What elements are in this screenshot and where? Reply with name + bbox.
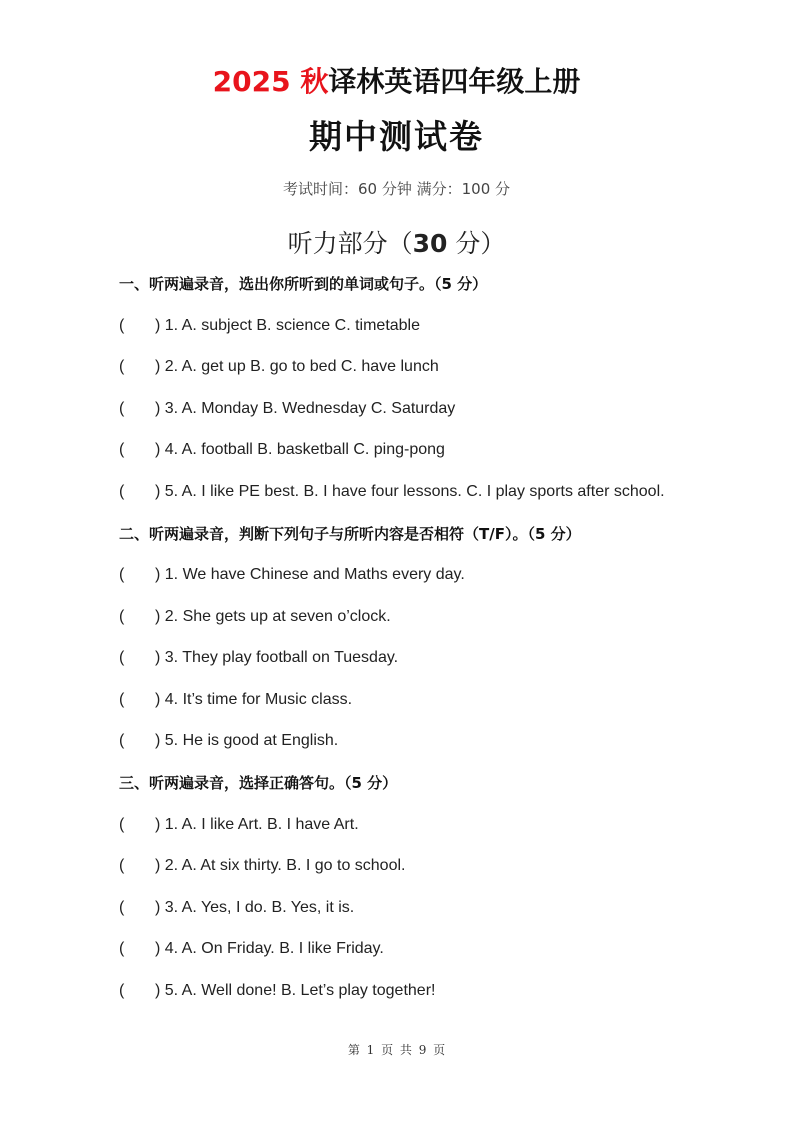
question-text: ) 2. A. At six thirty. B. I go to school. bbox=[155, 857, 406, 874]
question-text: ) 1. We have Chinese and Maths every day. bbox=[155, 566, 465, 583]
question-text: ) 4. It’s time for Music class. bbox=[155, 691, 353, 708]
section-heading-2: 二、听两遍录音，判断下列句子与所听内容是否相符（T/F）。（5 分） bbox=[119, 525, 581, 543]
answer-blank[interactable]: ( bbox=[119, 566, 125, 583]
answer-blank[interactable]: ( bbox=[119, 441, 125, 458]
listening-title-suffix: 分） bbox=[447, 229, 506, 258]
section-heading-1: 一、听两遍录音，选出你所听到的单词或句子。（5 分） bbox=[119, 275, 488, 293]
question-row bbox=[119, 606, 391, 628]
question-text: ) 4. A. football B. basketball C. ping-pong bbox=[155, 441, 445, 458]
answer-blank[interactable]: ( bbox=[119, 483, 125, 500]
answer-blank[interactable]: ( bbox=[119, 857, 125, 874]
question-row bbox=[119, 398, 455, 420]
listening-title-score: 30 bbox=[412, 229, 448, 258]
question-row bbox=[119, 315, 420, 337]
question-text: ) 2. She gets up at seven o’clock. bbox=[155, 608, 391, 625]
section-heading-3: 三、听两遍录音，选择正确答句。（5 分） bbox=[119, 774, 398, 792]
answer-blank[interactable]: ( bbox=[119, 608, 125, 625]
question-row bbox=[119, 439, 445, 461]
question-text: ) 5. A. Well done! B. Let’s play together! bbox=[155, 982, 436, 999]
answer-blank[interactable]: ( bbox=[119, 649, 125, 666]
question-row bbox=[119, 730, 338, 752]
answer-blank[interactable]: ( bbox=[119, 732, 125, 749]
listening-part-title bbox=[0, 226, 793, 262]
question-text: ) 5. He is good at English. bbox=[155, 732, 339, 749]
answer-blank[interactable]: ( bbox=[119, 940, 125, 957]
answer-blank[interactable]: ( bbox=[119, 317, 125, 334]
question-text: ) 3. A. Yes, I do. B. Yes, it is. bbox=[155, 899, 355, 916]
question-row bbox=[119, 897, 354, 919]
question-text: ) 3. A. Monday B. Wednesday C. Saturday bbox=[155, 400, 456, 417]
question-text: ) 1. A. subject B. science C. timetable bbox=[155, 317, 421, 334]
question-row bbox=[119, 647, 398, 669]
answer-blank[interactable]: ( bbox=[119, 400, 125, 417]
answer-blank[interactable]: ( bbox=[119, 358, 125, 375]
exam-info: 考试时间：60 分钟 满分：100 分 bbox=[282, 180, 511, 198]
title-course: 译林英语四年级上册 bbox=[328, 65, 581, 98]
title-year-season: 2025 秋 bbox=[212, 65, 329, 98]
question-text: ) 5. A. I like PE best. B. I have four lessons. C. I play sports after school. bbox=[155, 483, 665, 500]
exam-title bbox=[0, 64, 793, 100]
question-row bbox=[119, 356, 439, 378]
question-row bbox=[119, 938, 384, 960]
answer-blank[interactable]: ( bbox=[119, 691, 125, 708]
question-row bbox=[119, 980, 435, 1002]
page-number-footer: 第 1 页 共 9 页 bbox=[347, 1043, 446, 1057]
question-text: ) 2. A. get up B. go to bed C. have lunch bbox=[155, 358, 439, 375]
question-text: ) 4. A. On Friday. B. I like Friday. bbox=[155, 940, 384, 957]
question-row bbox=[119, 814, 359, 836]
question-row bbox=[119, 564, 465, 586]
question-text: ) 1. A. I like Art. B. I have Art. bbox=[155, 816, 359, 833]
answer-blank[interactable]: ( bbox=[119, 816, 125, 833]
question-row bbox=[119, 855, 405, 877]
answer-blank[interactable]: ( bbox=[119, 899, 125, 916]
listening-title-text: 听力部分（ bbox=[287, 229, 413, 258]
exam-subtitle: 期中测试卷 bbox=[309, 117, 484, 156]
question-row bbox=[119, 689, 352, 711]
question-text: ) 3. They play football on Tuesday. bbox=[155, 649, 399, 666]
answer-blank[interactable]: ( bbox=[119, 982, 125, 999]
question-row bbox=[119, 481, 665, 503]
